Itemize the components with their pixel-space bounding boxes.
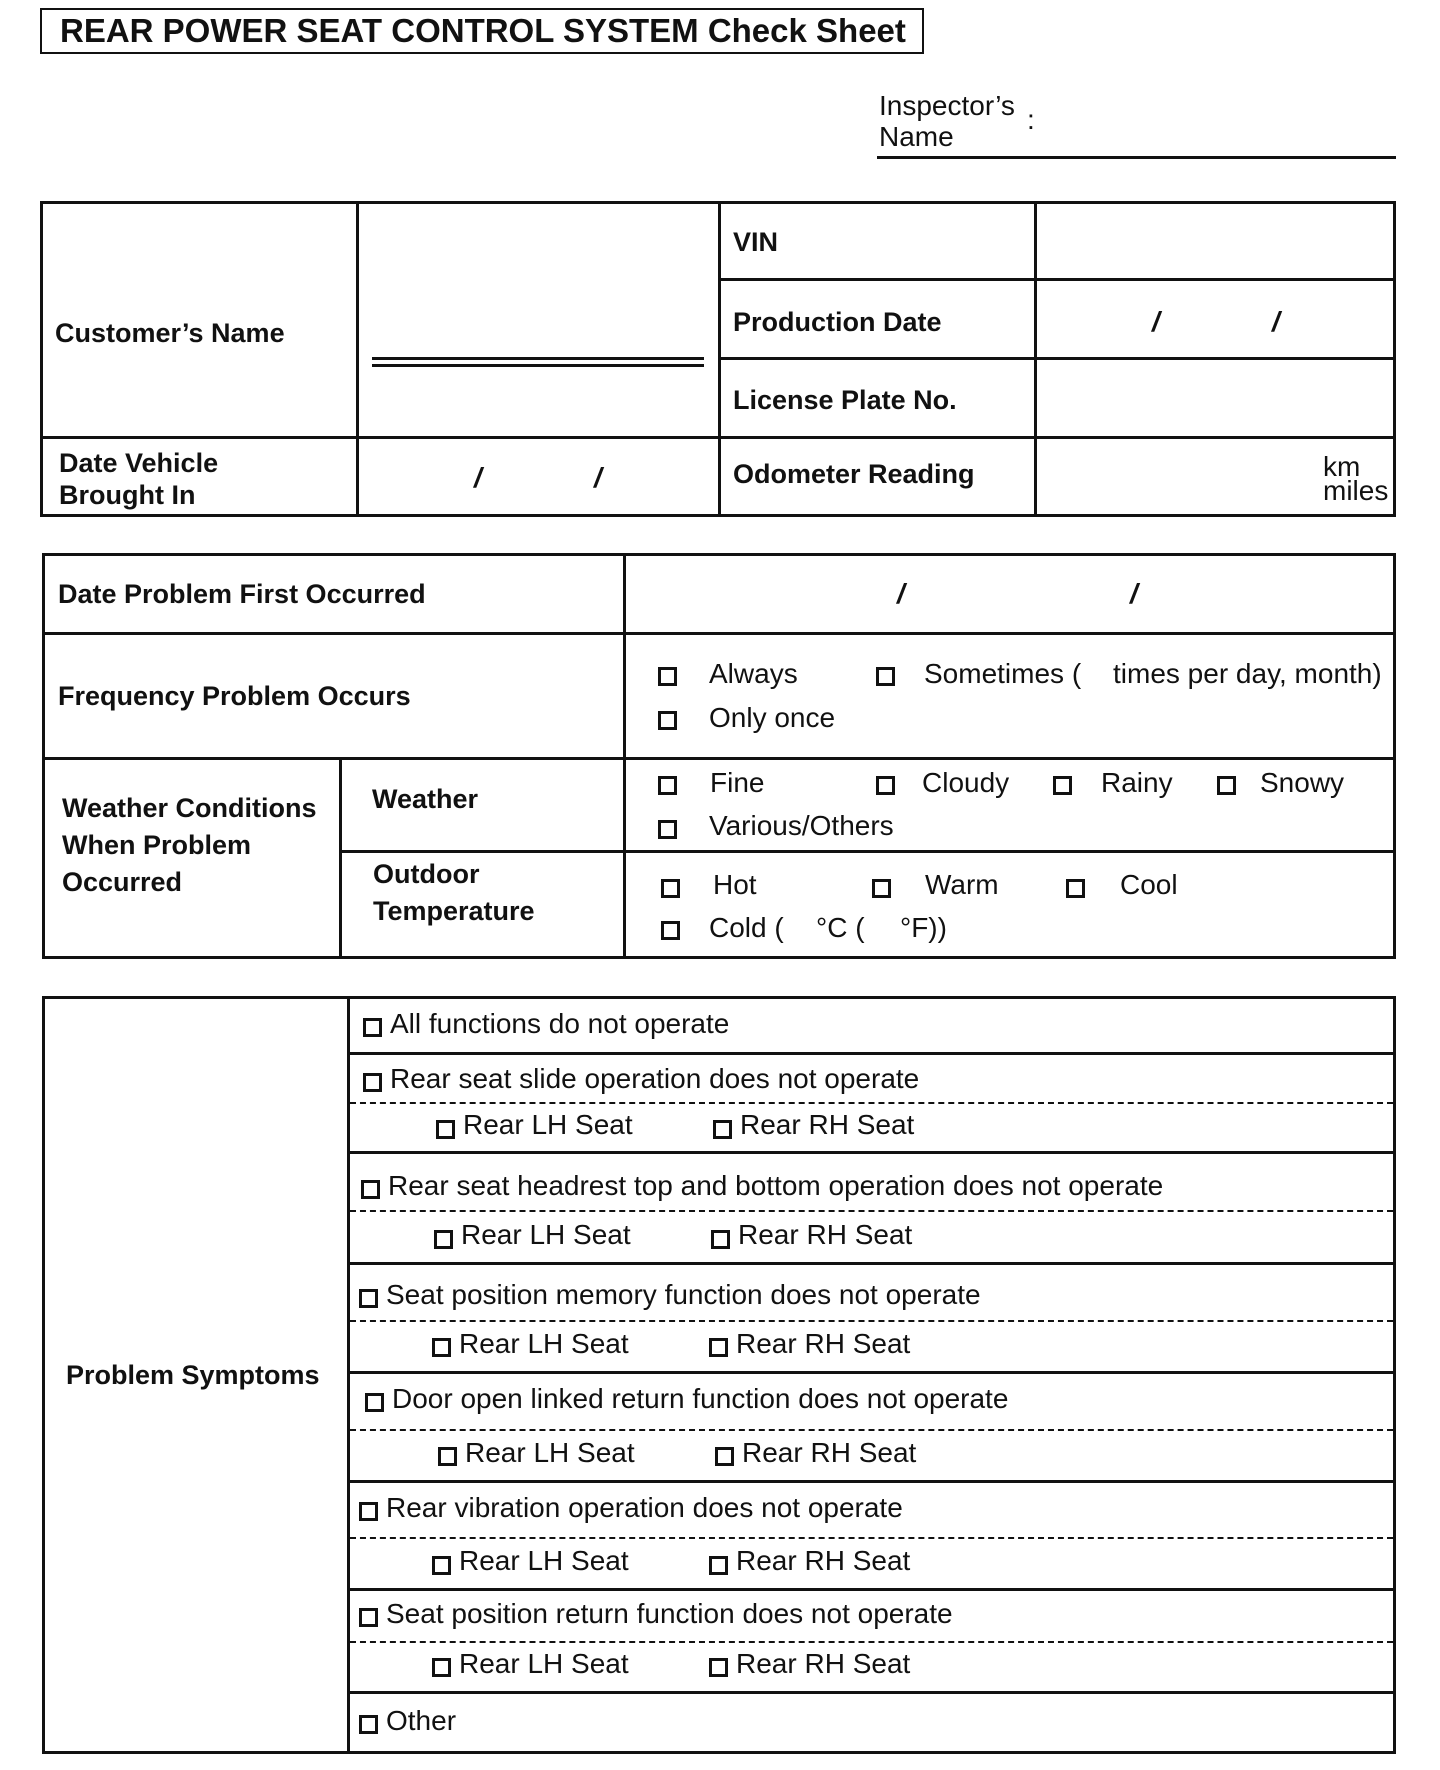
only-once-checkbox[interactable] bbox=[658, 711, 677, 730]
outdoor-temperature-line1: Outdoor bbox=[373, 859, 480, 889]
rainy-checkbox[interactable] bbox=[1053, 776, 1072, 795]
snowy-label: Snowy bbox=[1260, 767, 1345, 798]
headrest-rh-label: Rear RH Seat bbox=[738, 1219, 913, 1250]
date-brought-in-separator: / bbox=[594, 462, 602, 493]
memory-label: Seat position memory function does not operate bbox=[386, 1279, 981, 1310]
all-functions-checkbox[interactable] bbox=[363, 1018, 382, 1037]
production-date-separator: / bbox=[1152, 306, 1160, 337]
cold-checkbox[interactable] bbox=[661, 921, 680, 940]
headrest-checkbox[interactable] bbox=[361, 1180, 380, 1199]
headrest-lh-checkbox[interactable] bbox=[434, 1230, 453, 1249]
date-first-occurred-separator: / bbox=[1130, 578, 1138, 609]
weather-conditions-label bbox=[62, 790, 317, 901]
door-linked-rh-label: Rear RH Seat bbox=[742, 1437, 917, 1468]
weather-label: Weather bbox=[372, 784, 479, 814]
memory-rh-label: Rear RH Seat bbox=[736, 1328, 911, 1359]
vin-field[interactable] bbox=[1040, 205, 1390, 275]
door-linked-label: Door open linked return function does not operate bbox=[392, 1383, 1009, 1414]
times-per-label: times per day, month) bbox=[1113, 658, 1382, 689]
various-others-checkbox[interactable] bbox=[658, 820, 677, 839]
inspector-name-field[interactable] bbox=[877, 156, 1396, 159]
snowy-checkbox[interactable] bbox=[1217, 776, 1236, 795]
slide-rh-checkbox[interactable] bbox=[713, 1120, 732, 1139]
fine-checkbox[interactable] bbox=[658, 776, 677, 795]
date-brought-in-separator: / bbox=[474, 462, 482, 493]
inspector-label-line1: Inspector’s bbox=[879, 90, 1015, 121]
all-functions-label: All functions do not operate bbox=[390, 1008, 730, 1039]
inspector-label-line2: Name bbox=[879, 121, 954, 152]
problem-symptoms-label: Problem Symptoms bbox=[66, 1360, 320, 1390]
sometimes-checkbox[interactable] bbox=[876, 667, 895, 686]
fine-label: Fine bbox=[710, 767, 765, 798]
headrest-label: Rear seat headrest top and bottom operation does not operate bbox=[388, 1170, 1164, 1201]
slide-label: Rear seat slide operation does not operate bbox=[390, 1063, 920, 1094]
only-once-label: Only once bbox=[709, 702, 836, 733]
date-vehicle-line2: Brought In bbox=[59, 480, 196, 510]
production-date-separator: / bbox=[1272, 306, 1280, 337]
date-first-occurred-separator: / bbox=[897, 578, 905, 609]
vibration-checkbox[interactable] bbox=[359, 1502, 378, 1521]
vin-label: VIN bbox=[733, 227, 779, 257]
return-checkbox[interactable] bbox=[359, 1608, 378, 1627]
date-vehicle-brought-in-label bbox=[59, 447, 218, 511]
headrest-rh-checkbox[interactable] bbox=[711, 1230, 730, 1249]
headrest-lh-label: Rear LH Seat bbox=[461, 1219, 631, 1250]
vibration-label: Rear vibration operation does not operate bbox=[386, 1492, 903, 1523]
odometer-units bbox=[1323, 451, 1389, 506]
vibration-rh-label: Rear RH Seat bbox=[736, 1545, 911, 1576]
outdoor-temperature-line2: Temperature bbox=[373, 896, 535, 926]
hot-checkbox[interactable] bbox=[661, 879, 680, 898]
frequency-label: Frequency Problem Occurs bbox=[58, 681, 411, 711]
production-date-label: Production Date bbox=[733, 307, 942, 337]
slide-checkbox[interactable] bbox=[363, 1073, 382, 1092]
inspector-name-label bbox=[879, 90, 1015, 152]
cold-label: Cold ( bbox=[709, 912, 784, 943]
return-lh-checkbox[interactable] bbox=[432, 1658, 451, 1677]
door-linked-rh-checkbox[interactable] bbox=[715, 1447, 734, 1466]
always-label: Always bbox=[709, 658, 798, 689]
weather-conditions-line2: When Problem bbox=[62, 830, 252, 860]
slide-lh-checkbox[interactable] bbox=[436, 1120, 455, 1139]
check-sheet-title: REAR POWER SEAT CONTROL SYSTEM Check Sheet bbox=[40, 8, 924, 54]
slide-rh-label: Rear RH Seat bbox=[740, 1109, 915, 1140]
rainy-label: Rainy bbox=[1101, 767, 1173, 798]
always-checkbox[interactable] bbox=[658, 667, 677, 686]
odometer-reading-label: Odometer Reading bbox=[733, 459, 975, 489]
hot-label: Hot bbox=[713, 869, 757, 900]
return-rh-label: Rear RH Seat bbox=[736, 1648, 911, 1679]
customers-name-label: Customer’s Name bbox=[55, 318, 285, 348]
outdoor-temperature-label bbox=[373, 856, 535, 930]
weather-conditions-line3: Occurred bbox=[62, 867, 183, 897]
door-linked-lh-checkbox[interactable] bbox=[438, 1447, 457, 1466]
slide-lh-label: Rear LH Seat bbox=[463, 1109, 633, 1140]
cloudy-label: Cloudy bbox=[922, 767, 1010, 798]
date-problem-first-occurred-label: Date Problem First Occurred bbox=[58, 579, 426, 609]
memory-lh-checkbox[interactable] bbox=[432, 1338, 451, 1357]
return-label: Seat position return function does not operate bbox=[386, 1598, 953, 1629]
other-checkbox[interactable] bbox=[359, 1715, 378, 1734]
cloudy-checkbox[interactable] bbox=[876, 776, 895, 795]
memory-rh-checkbox[interactable] bbox=[709, 1338, 728, 1357]
sometimes-label: Sometimes ( bbox=[924, 658, 1082, 689]
license-plate-field[interactable] bbox=[1040, 362, 1390, 434]
vibration-lh-label: Rear LH Seat bbox=[459, 1545, 629, 1576]
weather-conditions-line1: Weather Conditions bbox=[62, 793, 317, 823]
return-rh-checkbox[interactable] bbox=[709, 1658, 728, 1677]
other-label: Other bbox=[386, 1705, 457, 1736]
memory-checkbox[interactable] bbox=[359, 1289, 378, 1308]
celsius-label: °C ( bbox=[816, 912, 865, 943]
vibration-lh-checkbox[interactable] bbox=[432, 1556, 451, 1575]
km-unit: km bbox=[1323, 451, 1361, 482]
license-plate-label: License Plate No. bbox=[733, 385, 957, 415]
memory-lh-label: Rear LH Seat bbox=[459, 1328, 629, 1359]
door-linked-checkbox[interactable] bbox=[365, 1393, 384, 1412]
various-others-label: Various/Others bbox=[709, 810, 894, 841]
miles-unit: miles bbox=[1323, 475, 1389, 506]
door-linked-lh-label: Rear LH Seat bbox=[465, 1437, 635, 1468]
inspector-colon: : bbox=[1027, 104, 1035, 135]
cool-label: Cool bbox=[1120, 869, 1178, 900]
cool-checkbox[interactable] bbox=[1066, 879, 1085, 898]
date-vehicle-line1: Date Vehicle bbox=[59, 448, 219, 478]
fahrenheit-label: °F)) bbox=[900, 912, 947, 943]
return-lh-label: Rear LH Seat bbox=[459, 1648, 629, 1679]
warm-checkbox[interactable] bbox=[872, 879, 891, 898]
customers-name-field[interactable] bbox=[372, 357, 704, 367]
vibration-rh-checkbox[interactable] bbox=[709, 1556, 728, 1575]
warm-label: Warm bbox=[925, 869, 999, 900]
